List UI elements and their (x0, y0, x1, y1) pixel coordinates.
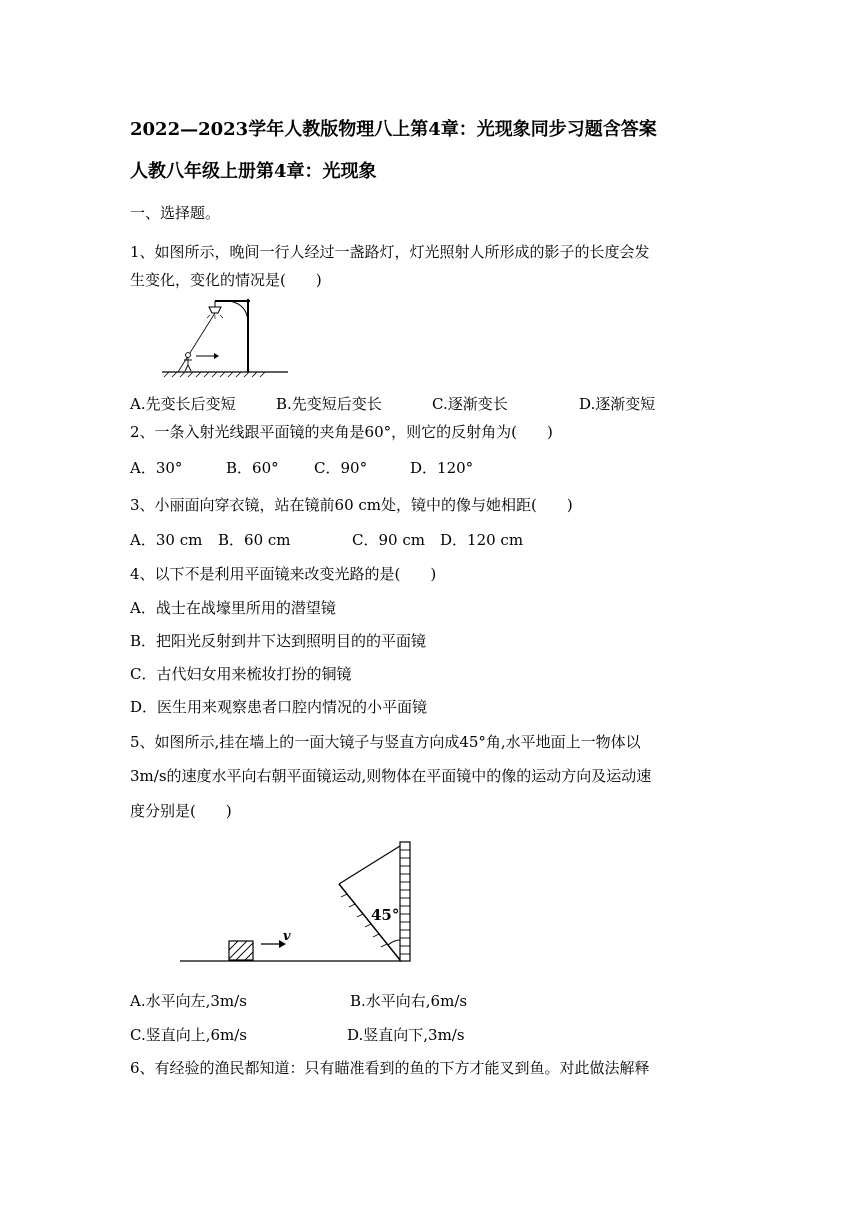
question-2-option-b: B．60° (226, 459, 279, 477)
document-title: 2022—2023学年人教版物理八上第4章：光现象同步习题含答案 (130, 119, 657, 140)
question-2-text: 2、一条入射光线跟平面镜的夹角是60°，则它的反射角为( ) (130, 423, 553, 441)
question-1-option-d: D.逐渐变短 (579, 395, 656, 413)
question-4-option-c: C．古代妇女用来梳妆打扮的铜镜 (130, 665, 352, 683)
question-1-option-b: B.先变短后变长 (276, 395, 382, 413)
question-1-line-2: 生变化，变化的情况是( ) (130, 271, 322, 289)
question-5-option-b: B.水平向右,6m/s (350, 992, 468, 1010)
question-4-option-b: B．把阳光反射到井下达到照明目的的平面镜 (130, 632, 427, 650)
question-5-option-a: A.水平向左,3m/s (130, 992, 247, 1010)
question-2-option-d: D．120° (410, 459, 474, 477)
question-3-option-d: D．120 cm (440, 531, 524, 549)
question-5-option-d: D.竖直向下,3m/s (347, 1026, 465, 1044)
question-5-line-2: 3m/s的速度水平向右朝平面镜运动,则物体在平面镜中的像的运动方向及运动速 (130, 767, 652, 785)
question-5-line-1: 5、如图所示,挂在墙上的一面大镜子与竖直方向成45°角,水平地面上一物体以 (130, 733, 641, 751)
question-3-option-c: C．90 cm (352, 531, 425, 549)
question-3-text: 3、小丽面向穿衣镜，站在镜前60 cm处，镜中的像与她相距( ) (130, 496, 573, 514)
streetlight-figure (160, 293, 290, 378)
section-heading: 一、选择题。 (130, 204, 221, 222)
question-5-option-c: C.竖直向上,6m/s (130, 1026, 247, 1044)
question-1-option-a: A.先变长后变短 (130, 395, 236, 413)
question-5-line-3: 度分别是( ) (130, 802, 232, 820)
document-subtitle: 人教八年级上册第4章：光现象 (130, 161, 377, 182)
question-6-line-1: 6、有经验的渔民都知道：只有瞄准看到的鱼的下方才能叉到鱼。对此做法解释 (130, 1059, 650, 1077)
question-4-option-d: D．医生用来观察患者口腔内情况的小平面镜 (130, 698, 428, 716)
question-1-line-1: 1、如图所示，晚间一行人经过一盏路灯，灯光照射人所形成的影子的长度会发 (130, 243, 650, 261)
question-4-option-a: A．战士在战壕里所用的潜望镜 (130, 599, 336, 617)
mirror-figure (175, 838, 425, 968)
question-2-option-c: C．90° (314, 459, 368, 477)
angle-label: 45° (371, 906, 400, 924)
question-4-text: 4、以下不是利用平面镜来改变光路的是( ) (130, 565, 437, 583)
question-2-option-a: A．30° (130, 459, 183, 477)
question-1-option-c: C.逐渐变长 (432, 395, 508, 413)
question-3-option-b: B．60 cm (218, 531, 291, 549)
question-3-option-a: A．30 cm (130, 531, 203, 549)
velocity-label: v (283, 929, 291, 944)
